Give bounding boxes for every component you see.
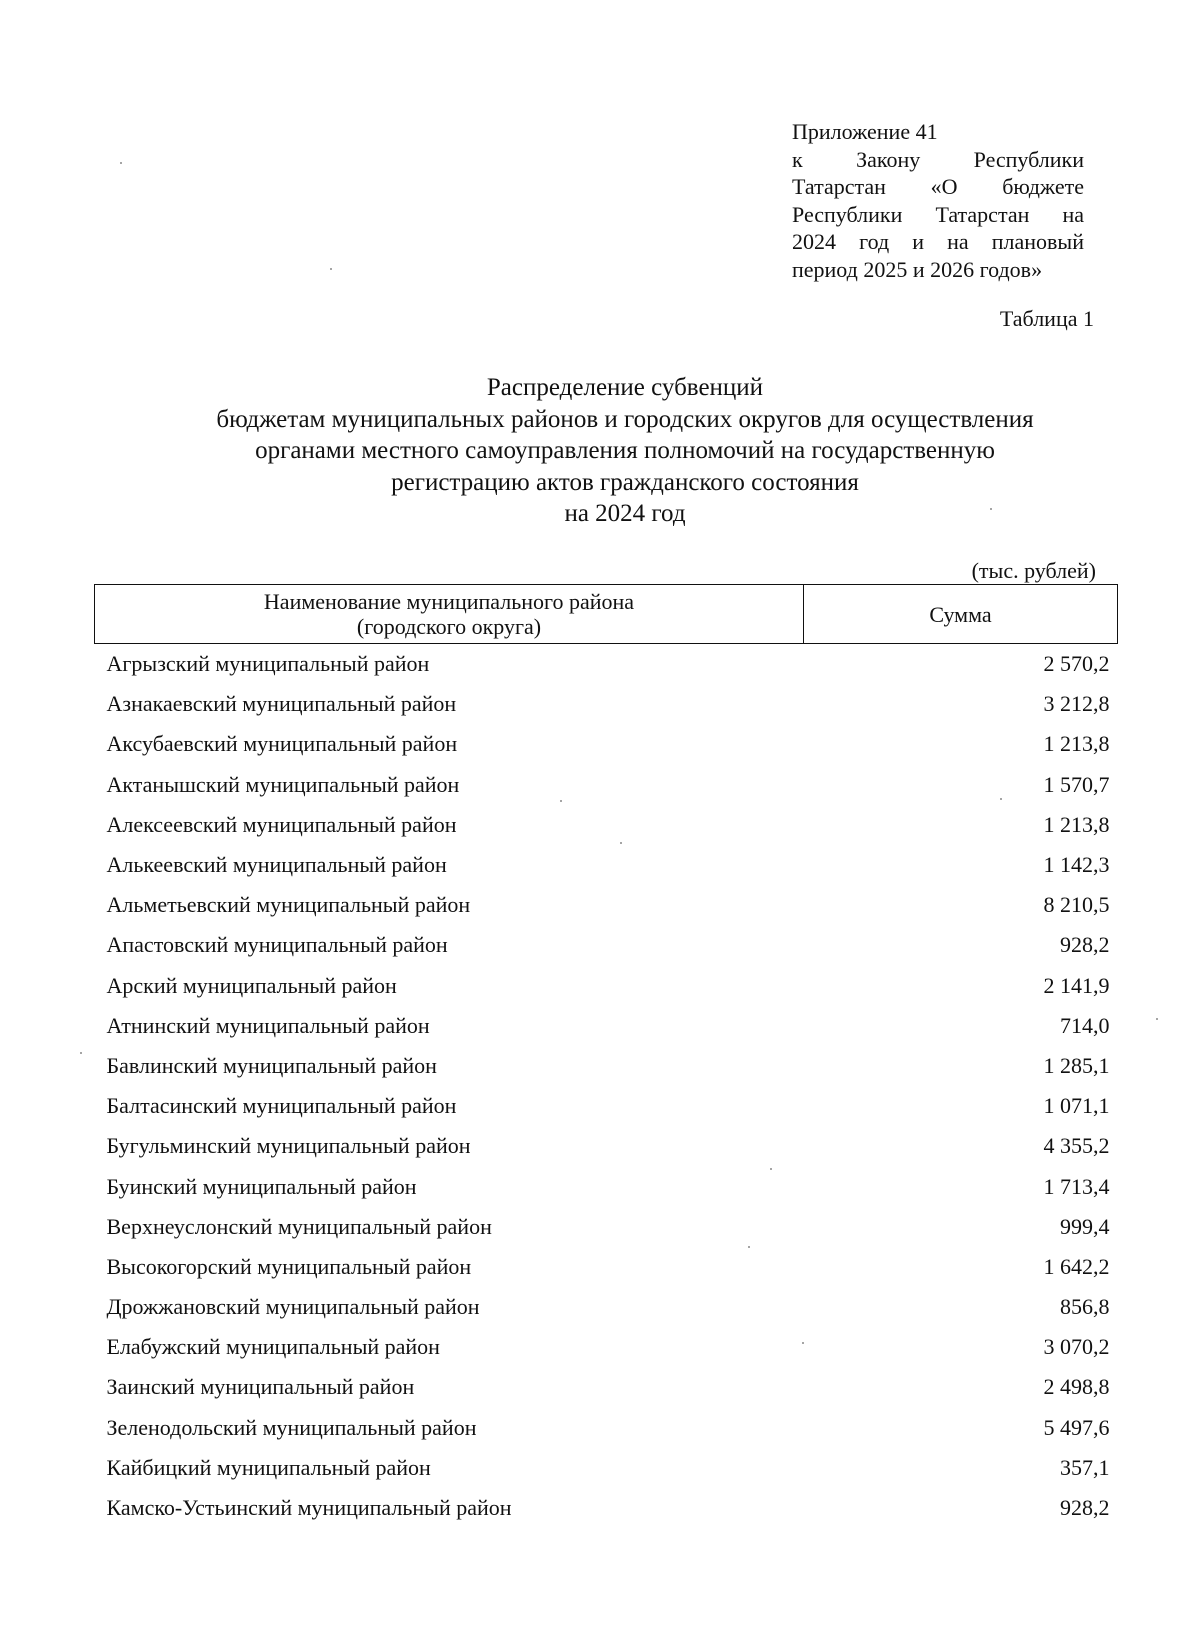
table-row (95, 1408, 1118, 1448)
scan-speck (1156, 1018, 1158, 1020)
appendix-line: 2024 год и на плановый (792, 229, 1084, 254)
district-name: Атнинский муниципальный район (106, 1012, 430, 1038)
district-sum: 928,2 (1060, 932, 1110, 958)
table-row (95, 885, 1118, 925)
district-sum: 856,8 (1060, 1294, 1110, 1320)
scan-speck (770, 1168, 772, 1170)
table-row (95, 1126, 1118, 1166)
district-sum: 1 713,4 (1043, 1173, 1110, 1199)
scan-speck (990, 508, 992, 510)
table-row (95, 845, 1118, 885)
district-sum: 3 212,8 (1043, 691, 1110, 717)
district-sum: 1 213,8 (1043, 811, 1110, 837)
header-name-line: Наименование муниципального района (263, 589, 635, 614)
district-sum: 1 285,1 (1043, 1052, 1110, 1078)
district-name: Азнакаевский муниципальный район (106, 691, 457, 717)
table-row (95, 925, 1118, 965)
table-row (95, 1367, 1118, 1407)
district-name: Бугульминский муниципальный район (106, 1133, 471, 1159)
table-number-label: Таблица 1 (999, 306, 1094, 331)
scan-speck (1000, 798, 1002, 800)
district-sum: 357,1 (1060, 1454, 1110, 1480)
table-row (95, 1046, 1118, 1086)
units-label: (тыс. рублей) (971, 558, 1096, 583)
scan-speck (802, 1342, 804, 1344)
table-header-row (95, 585, 1118, 644)
column-header-name (95, 585, 804, 644)
appendix-line: к Закону Республики (792, 146, 1084, 172)
district-name: Балтасинский муниципальный район (106, 1093, 457, 1119)
district-name: Актанышский муниципальный район (106, 771, 460, 797)
district-name: Дрожжановский муниципальный район (106, 1294, 480, 1320)
district-name: Апастовский муниципальный район (106, 932, 448, 958)
scan-speck (748, 1246, 750, 1248)
table-row (95, 1006, 1118, 1046)
district-name: Камско-Устьинский муниципальный район (106, 1495, 512, 1521)
scan-speck (80, 1052, 82, 1054)
table-row (95, 724, 1118, 764)
table-row (95, 1247, 1118, 1287)
scan-speck (560, 800, 562, 802)
district-name: Высокогорский муниципальный район (106, 1253, 472, 1279)
subvention-table (94, 584, 1118, 1528)
district-sum: 928,2 (1060, 1495, 1110, 1521)
district-sum: 1 142,3 (1043, 852, 1110, 878)
district-sum: 1 642,2 (1043, 1253, 1110, 1279)
header-name-line: (городского округа) (356, 614, 542, 639)
district-sum: 2 498,8 (1043, 1374, 1110, 1400)
district-name: Буинский муниципальный район (106, 1173, 417, 1199)
table-row (95, 1086, 1118, 1126)
title-line: бюджетам муниципальных районов и городских округов для осуществления (216, 405, 1034, 433)
appendix-line: Республики Татарстан на (792, 201, 1084, 227)
appendix-reference (792, 118, 1084, 283)
title-line: на 2024 год (564, 500, 686, 527)
district-name: Альметьевский муниципальный район (106, 892, 471, 918)
district-name: Аксубаевский муниципальный район (106, 731, 458, 757)
table-row (95, 1166, 1118, 1206)
title-line: регистрацию актов гражданского состояния (391, 468, 859, 496)
district-name: Бавлинский муниципальный район (106, 1052, 437, 1078)
district-sum: 4 355,2 (1043, 1133, 1110, 1159)
district-sum: 2 141,9 (1043, 972, 1110, 998)
table-row (95, 805, 1118, 845)
district-name: Арский муниципальный район (106, 972, 397, 998)
district-name: Елабужский муниципальный район (106, 1334, 440, 1360)
district-sum: 1 570,7 (1043, 771, 1110, 797)
district-name: Кайбицкий муниципальный район (106, 1454, 431, 1480)
district-sum: 714,0 (1060, 1012, 1110, 1038)
district-name: Верхнеуслонский муниципальный район (106, 1213, 492, 1239)
appendix-line: Татарстан «О бюджете (792, 174, 1084, 199)
district-name: Зеленодольский муниципальный район (106, 1414, 477, 1440)
appendix-line: Приложение 41 (792, 119, 938, 144)
table-row (95, 1327, 1118, 1367)
column-header-sum: Сумма (804, 585, 1118, 644)
title-line: органами местного самоуправления полномочий на государственную (255, 437, 995, 464)
district-name: Алексеевский муниципальный район (106, 811, 457, 837)
table-row (95, 966, 1118, 1006)
district-sum: 999,4 (1060, 1213, 1110, 1239)
table-row (95, 644, 1118, 685)
appendix-line: период 2025 и 2026 годов» (792, 256, 1043, 282)
scan-speck (330, 268, 332, 270)
scan-speck (620, 842, 622, 844)
table-row (95, 684, 1118, 724)
district-name: Агрызский муниципальный район (106, 651, 430, 677)
scan-speck (120, 162, 122, 164)
table-row (95, 1448, 1118, 1488)
document-title (0, 372, 1200, 530)
district-sum: 5 497,6 (1043, 1414, 1110, 1440)
district-name: Алькеевский муниципальный район (106, 852, 447, 878)
table-row (95, 1488, 1118, 1528)
district-sum: 8 210,5 (1043, 892, 1110, 918)
district-sum: 2 570,2 (1043, 651, 1110, 677)
table-row (95, 1207, 1118, 1247)
title-line: Распределение субвенций (486, 374, 764, 401)
district-sum: 1 071,1 (1043, 1093, 1110, 1119)
district-sum: 1 213,8 (1043, 731, 1110, 757)
district-sum: 3 070,2 (1043, 1334, 1110, 1360)
district-name: Заинский муниципальный район (106, 1374, 415, 1400)
table-row (95, 765, 1118, 805)
table-row (95, 1287, 1118, 1327)
